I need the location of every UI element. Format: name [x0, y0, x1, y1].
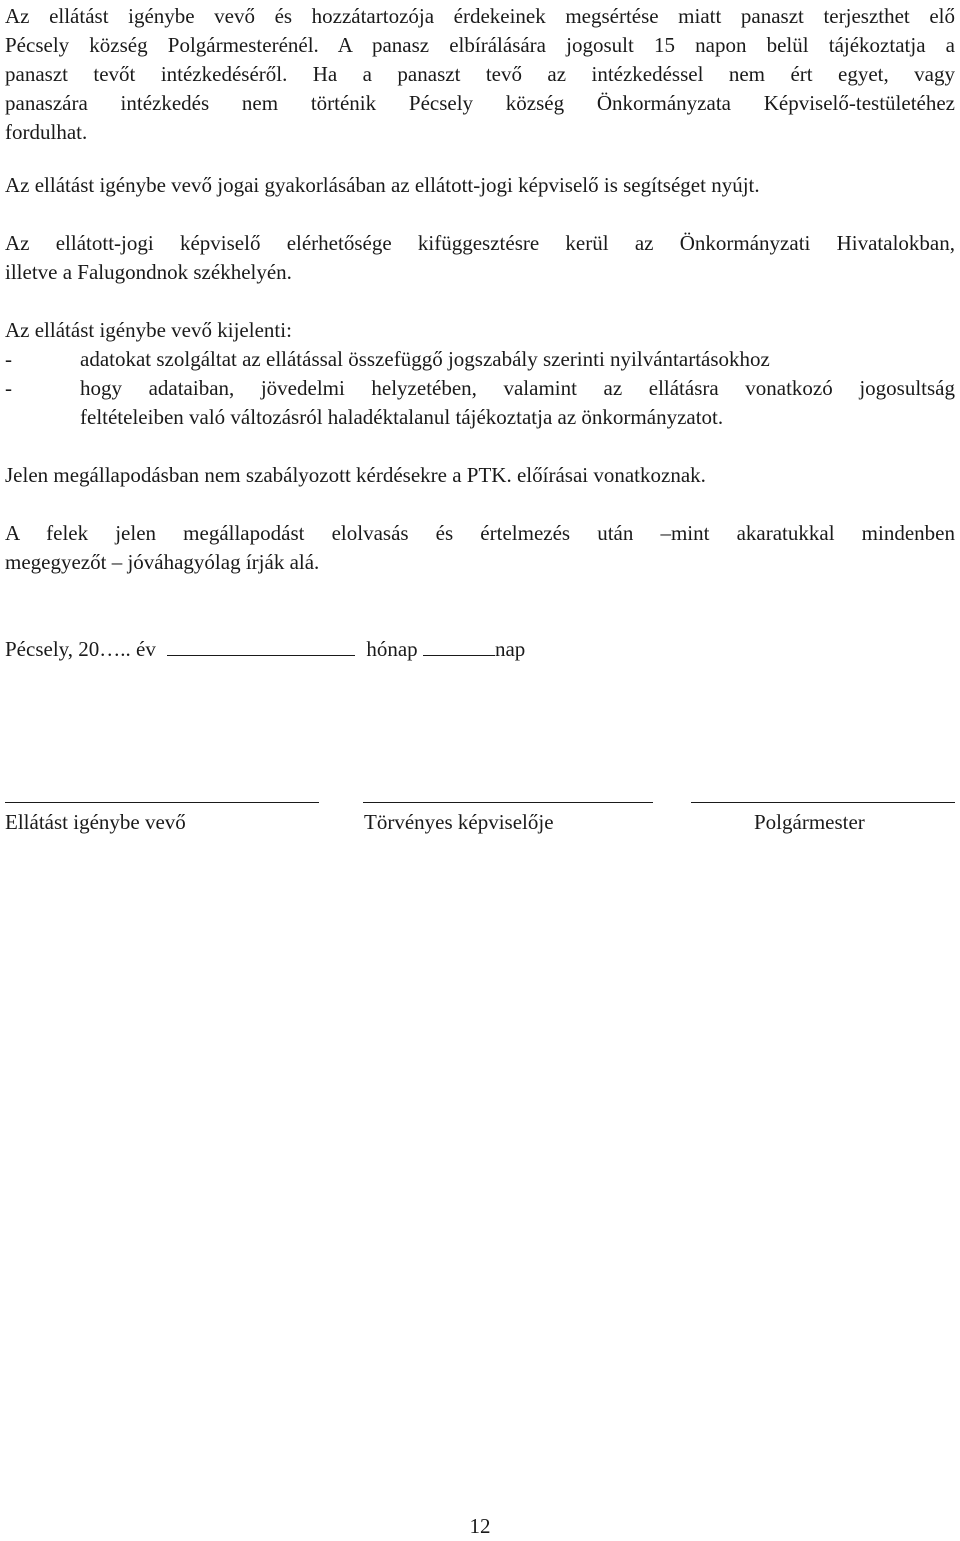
advocate-contact-line-2: illetve a Falugondnok székhelyén. — [5, 260, 292, 284]
advocate-contact-paragraph — [5, 229, 955, 287]
declaration-item-2-line-1: hogy adataiban, jövedelmi helyzetében, valamint az ellátásra vonatkozó jogosultság — [80, 376, 955, 400]
complaint-paragraph — [5, 2, 955, 147]
ptk-clause-text: Jelen megállapodásban nem szabályozott kérdésekre a PTK. előírásai vonatkoznak. — [5, 463, 706, 487]
declaration-intro — [5, 316, 955, 345]
complaint-line-2: Pécsely község Polgármesterénél. A panasz elbírálására jogosult 15 napon belül tájékoztatja a — [5, 33, 955, 57]
day-blank — [423, 635, 495, 656]
page-number: 12 — [469, 1514, 491, 1538]
declaration-item-2-line-2: feltételeiben való változásról haladéktalanul tájékoztatja az önkormányzatot. — [80, 405, 724, 429]
list-bullet: - — [5, 376, 12, 400]
signature-line-recipient — [5, 802, 319, 803]
declaration-item-1-line-1: adatokat szolgáltat az ellátással összefüggő jogszabály szerinti nyilvántartásokhoz — [80, 347, 770, 371]
declaration-intro-text: Az ellátást igénybe vevő kijelenti: — [5, 318, 292, 342]
declaration-list — [5, 345, 955, 432]
signature-label-recipient: Ellátást igénybe vevő — [5, 810, 186, 834]
complaint-line-3: panaszt tevőt intézkedéséről. Ha a panaszt tevő az intézkedéssel nem ért egyet, vagy — [5, 62, 955, 86]
complaint-line-5: fordulhat. — [5, 120, 88, 144]
date-place-year: Pécsely, 20….. év — [5, 637, 156, 661]
advocate-help-text: Az ellátást igénybe vevő jogai gyakorlásában az ellátott-jogi képviselő is segítséget nyújt. — [5, 173, 760, 197]
signature-label-mayor: Polgármester — [754, 810, 865, 834]
signature-line-representative — [363, 802, 653, 803]
list-item — [5, 345, 955, 374]
advocate-contact-line-1: Az ellátott-jogi képviselő elérhetősége kifüggesztésre kerül az Önkormányzati Hivatalokban, — [5, 231, 955, 255]
advocate-help-paragraph — [5, 171, 955, 200]
closing-line-2: megegyezőt – jóváhagyólag írják alá. — [5, 550, 320, 574]
list-bullet: - — [5, 347, 12, 371]
signature-label-representative: Törvényes képviselője — [364, 810, 554, 834]
date-day-label: nap — [494, 637, 526, 661]
complaint-line-4: panaszára intézkedés nem történik Pécsely község Önkormányzata Képviselő-testületéhez — [5, 91, 955, 115]
date-month-label: hónap — [366, 637, 418, 661]
month-blank — [167, 635, 355, 656]
ptk-clause-paragraph — [5, 461, 955, 490]
complaint-line-1: Az ellátást igénybe vevő és hozzátartozója érdekeinek megsértése miatt panaszt terjeszthet elő — [5, 4, 955, 28]
signature-line-mayor — [691, 802, 955, 803]
date-line — [5, 635, 955, 664]
closing-line-1: A felek jelen megállapodást elolvasás és értelmezés után –mint akaratukkal mindenben — [5, 521, 955, 545]
closing-paragraph — [5, 519, 955, 577]
list-item — [5, 374, 955, 432]
